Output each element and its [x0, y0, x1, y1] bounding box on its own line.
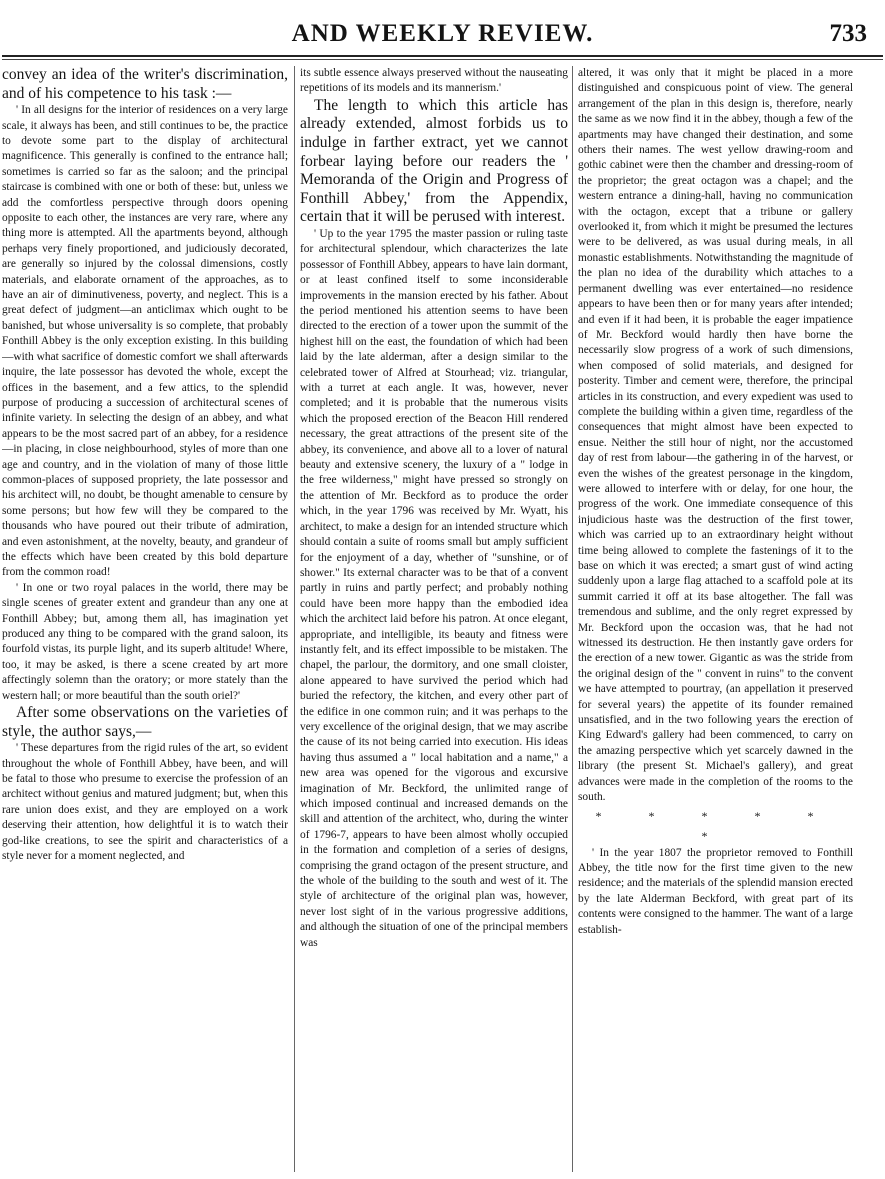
column-left	[2, 66, 288, 1174]
column-middle	[300, 66, 568, 1174]
header-rule-thin	[2, 59, 883, 60]
page-header	[0, 16, 885, 56]
column-divider-right	[572, 66, 573, 1172]
quotation-paragraph: ' In one or two royal palaces in the world, there may be single scenes of greater extent and grandeur than any one at Fonthill Abbey; but, among them all, has imagination yet produced any thing to be compared with the grand saloon, its fourfold vistas, its purple light, and its superb altitude! Where, too, it may be asked, is there a scene created by art more affectingly solemn than the oratory; or more stately than the western hall; or more beautiful than the south oriel?'	[2, 581, 288, 702]
quotation-paragraph: ' These departures from the rigid rules of the art, so evident throughout the whole of Fonthill Abbey, have been, and will be fatal to those who presume to exercise the profession of an architect without genius and matured judgment; but, when this rare union does exist, and they are employed on a work deserving their attention, how delightful it is to watch their god-like creations, to see the spirit and characteristics of a style never for a moment neglected, and	[2, 742, 288, 863]
quotation-paragraph: ' In all designs for the interior of residences on a very large scale, it always has been, and still continues to be, the practice to devote some part to the display of architectural magnificence. This generally is confined to the entrance hall; sometimes is carried so far as the saloon; and the principal staircase is combined with one or both of these: but, unless we add the comfortless perspective through doors opening opposite to each other, the instances are very rare, where any thing more is attempted. All the apartments beyond, although perhaps very finely proportioned, and judiciously decorated, are generally so injured by the colossal dimensions, costly materials, and elaborate ornament of the approaches, as to have an air of diminutiveness, poverty, and neglect. This is a great defect of judgment—an anticlimax which ought to be banished, but whose universality is so complete, that probably Fonthill Abbey is the only exception existing. In this building—with what sacrifice of domestic comfort we shall afterwards inquire, the late possessor has devoted the whole, except the offices in the basement, and a few attics, to the splendid purpose of producing a succession of architectural scenes of infinite variety. In selecting the design of an abbey, and what appears to be the most sacred part of an abbey, for a residence—in placing, in close neighbourhood, styles of more than one age and country, and in the violation of many of those little common-places of supposed propriety, the late possessor and his architect will, no doubt, be thought amenable to censure by some persons; but how few will they be compared to the thousands who have poured out their tribute of admiration, and even astonishment, at the novelty, beauty, and grandeur of the effects which have been created by this bold departure from the common road!	[2, 104, 288, 579]
running-title: AND WEEKLY REVIEW.	[291, 20, 594, 47]
column-right	[578, 66, 853, 1174]
quotation-paragraph: its subtle essence always preserved without the nauseating repetitions of its models and its mannerism.'	[300, 67, 568, 95]
quotation-paragraph: altered, it was only that it might be placed in a more distinguished and conspicuous point of view. The general arrangement of the plan in this design is, therefore, nearly the same as we now find it in the abbey, though a few of the apartments may have changed their destination, and some others their names. The west yellow drawing-room and gothic cabinet were then the chamber and dressing-room of the proprietor; the great octagon was a chapel; and the western entrance a dining-hall, having no communication with the octagon, except that a tribune or gallery overlooked it, from which it might be presumed the lectures were to be delivered, as was usual during meals, in all monastic establishments. Notwithstanding the magnitude of the plan no idea of the durability which attaches to a permanent dwelling was ever entertained—no residence appears to have been then or for many years after intended; and even if it had been, it is probable the eager impatience of Mr. Beckford would hardly then have borne the necessarily slow progress of a work of such dimensions, when composed of solid materials, and designed for posterity. Timber and cement were, therefore, the principal articles in its construction, and every expedient was used to complete the building within a given time, regardless of the consequences that might almost have been expected to ensue. Neither the still hour of night, nor the accustomed day of rest from labour—the gathering in of the harvest, or even the wishes of the greatest personage in the kingdom, were allowed to interfere with or delay, for one hour, the progress of the work. One immediate consequence of this injudicious haste was the destruction of the first tower, which was carried up to an extraordinary height without time being allowed to complete the fastenings of it to the base on which it was erected; a smart gust of wind acting suddenly upon a large flag attached to a scaffold pole at its summit carried it off at its base altogether. The fall was tremendous and sublime, and the only regret expressed by Mr. Beckford upon the occasion was, that he had not witnessed its destruction. He then instantly gave orders for the erection of a new tower. Gigantic as was the stride from the original design of the " convent in ruins" to the convent we have attempted to pourtray, (an appellation it preserved for several years) the appetite of its founder remained unsatisfied, and in the two following years the erection of King Edward's gallery had been commenced, to carry on the amazing perspective which yet scarcely dawned in the library (the present St. Michael's gallery), and great advances were made in the completion of the rooms to the south.	[578, 67, 853, 804]
paragraph: After some observations on the varieties of style, the author says,—	[2, 704, 288, 740]
header-rule	[2, 55, 883, 57]
paragraph: The length to which this article has already extended, almost forbids us to indulge in farther extract, yet we cannot forbear laying before our readers the ' Memoranda of the Origin and Progress of Fonthill Abbey,' from the Appendix, certain that it will be perused with interest.	[300, 96, 568, 226]
paragraph: convey an idea of the writer's discrimination, and of his competence to his task :—	[2, 66, 288, 102]
section-break-stars: * * * * * *	[595, 808, 836, 843]
quotation-paragraph: ' Up to the year 1795 the master passion or ruling taste for architectural splendour, which characterizes the late possessor of Fonthill Abbey, appears to have lain dormant, or at least confined itself to some inconsiderable improvements in the mansion erected by his father. About the period mentioned his attention seems to have been directed to the erection of a tower upon the summit of the highest hill on the east, the foundation of which had been laid by the late alderman, after a design similar to the celebrated tower of Alfred at Stourhead; viz. triangular, with a turret at each angle. It was, however, never completed; and it is probable that the numerous visits which the proposed erection of the Beacon Hill rendered necessary, the great attractions of the present site of the abbey, its convenience, and above all to a lover of natural beauty and extensive scenery, the luxury of a " lodge in the free wilderness," might have pressed so strongly on the attention of Mr. Beckford as to produce the order which, in the year 1796 was received by Mr. Wyatt, his architect, to make a design for an intended structure which should contain a suite of rooms small but amply sufficient for the enjoyment of a day, whether of "sunshine, or of shower." Its external character was to be that of a convent partly in ruins and partly perfect; and probably nothing could have been more happy than the embodied idea which the architect laid before his patron. At once elegant, appropriate, and intelligible, its beauty and fitness were instantly felt, and its effect impossible to be mistaken. The chapel, the parlour, the dormitory, and one small cloister, alone appeared to have survived the period which had buried the refectory, the kitchen, and every other part of the edifice in one common ruin; and it was perhaps to the very excellence of the original design, that we may ascribe the cause of its not being carried into execution. His ideas having thus assumed a " local habitation and a name," a new area was opened for the vigorous and excursive imagination of Mr. Beckford, the unlimited range of which imposed continual and increased demands on the skill and attention of the architect, who, during the winter of 1796-7, appears to have been almost wholly occupied in the formation and completion of a series of designs, comprising the grand octagon of the present structure, and the whole of the building to the south and west of it. The style of architecture of the original plan was, however, never lost sight of in the various progressive additions, and although the situation of one of the principal members was	[300, 227, 568, 949]
quotation-paragraph: ' In the year 1807 the proprietor removed to Fonthill Abbey, the title now for the first time given to the new residence; and the materials of the splendid mansion erected by the late Alderman Beckford, with great part of its contents were consigned to the hammer. The want of a large establish-	[578, 846, 853, 936]
page-number: 733	[829, 20, 867, 47]
column-divider-left	[294, 66, 295, 1172]
